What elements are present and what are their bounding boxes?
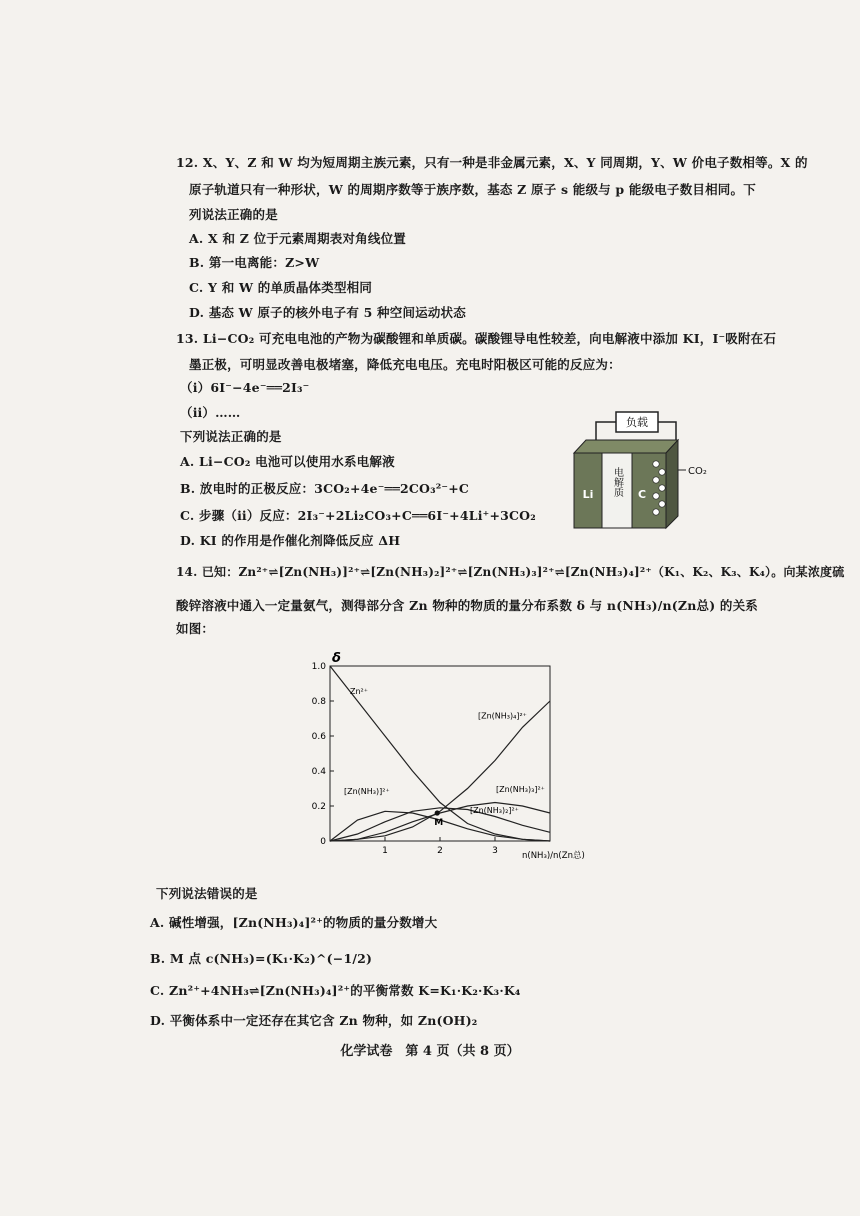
q13-step2: （ⅱ）…… xyxy=(180,405,241,420)
x-tick-label: 1 xyxy=(382,846,388,856)
y-axis-label: δ xyxy=(332,651,341,666)
q12-option-b: B. 第一电离能：Z>W xyxy=(189,255,320,270)
series-annotation-1: [Zn(NH₃)₄]²⁺ xyxy=(478,711,527,721)
q12-option-a: A. X 和 Z 位于元素周期表对角线位置 xyxy=(189,231,406,246)
q13-line1: 13. Li−CO₂ 可充电电池的产物为碳酸锂和单质碳。碳酸锂导电性较差，向电解液中添加 KI，I⁻吸附在石 xyxy=(176,331,777,346)
q14-option-a: A. 碱性增强，[Zn(NH₃)₄]²⁺的物质的量分数增大 xyxy=(150,915,438,930)
y-tick-label: 0.2 xyxy=(311,802,326,812)
li-co2-battery-diagram xyxy=(566,408,716,533)
series-annotation-3: [Zn(NH₃)₃]²⁺ xyxy=(496,785,545,794)
series-annotation-4: [Zn(NH₃)₂]²⁺ xyxy=(470,806,519,815)
q12-line2: 原子轨道只有一种形状，W 的周期序数等于族序数，基态 Z 原子 s 能级与 p 能级电子数目相同。下 xyxy=(189,182,756,197)
q14-line1: 14. 已知：Zn²⁺⇌[Zn(NH₃)]²⁺⇌[Zn(NH₃)₂]²⁺⇌[Zn(NH₃)₃]²⁺⇌[Zn(NH₃)₄]²⁺（K₁、K₂、K₃、K₄）。向某浓度硫 xyxy=(176,565,845,579)
load-label: 负载 xyxy=(626,416,648,429)
c-label: C xyxy=(637,488,647,501)
q13-step1: （ⅰ）6I⁻−4e⁻══2I₃⁻ xyxy=(180,380,310,395)
series-annotation-0: Zn²⁺ xyxy=(350,687,368,696)
q14-option-d: D. 平衡体系中一定还存在其它含 Zn 物种，如 Zn(OH)₂ xyxy=(150,1013,478,1028)
q12-option-c: C. Y 和 W 的单质晶体类型相同 xyxy=(189,280,373,295)
q12-option-d: D. 基态 W 原子的核外电子有 5 种空间运动状态 xyxy=(189,305,466,320)
point-m xyxy=(435,810,440,815)
electrolyte-label: 电解质 xyxy=(611,467,623,497)
q12-line1: 12. X、Y、Z 和 W 均为短周期主族元素，只有一种是非金属元素，X、Y 同周期，Y、W 价电子数相等。X 的 xyxy=(176,155,808,170)
q14-option-b: B. M 点 c(NH₃)=(K₁·K₂)^(−1/2) xyxy=(150,951,373,966)
q14-prompt: 下列说法错误的是 xyxy=(156,886,258,901)
x-tick-label: 2 xyxy=(437,846,443,856)
y-tick-label: 0.8 xyxy=(311,697,326,707)
y-tick-label: 1.0 xyxy=(311,662,326,672)
y-tick-label: 0 xyxy=(320,837,326,847)
q14-line2: 酸锌溶液中通入一定量氨气，测得部分含 Zn 物种的物质的量分布系数 δ 与 n(NH₃)/n(Zn总) 的关系 xyxy=(176,598,758,613)
series-annotation-2: [Zn(NH₃)]²⁺ xyxy=(344,786,390,796)
q14-option-c: C. Zn²⁺+4NH₃⇌[Zn(NH₃)₄]²⁺的平衡常数 K=K₁·K₂·K₃·K₄ xyxy=(150,983,521,998)
distribution-chart xyxy=(300,646,600,871)
y-tick-label: 0.6 xyxy=(311,732,326,742)
li-label: Li xyxy=(582,488,594,501)
page-footer: 化学试卷 第 4 页（共 8 页） xyxy=(340,1044,520,1059)
q14-line3: 如图： xyxy=(176,621,215,636)
x-tick-label: 3 xyxy=(492,846,498,856)
q13-option-d: D. KI 的作用是作催化剂降低反应 ΔH xyxy=(180,533,401,548)
q13-prompt: 下列说法正确的是 xyxy=(180,429,282,444)
q12-line3: 列说法正确的是 xyxy=(189,207,278,222)
q13-option-c: C. 步骤（ⅱ）反应：2I₃⁻+2Li₂CO₃+C══6I⁻+4Li⁺+3CO₂ xyxy=(180,508,536,523)
x-axis-label: n(NH₃)/n(Zn总) xyxy=(522,851,585,861)
q13-option-a: A. Li−CO₂ 电池可以使用水系电解液 xyxy=(180,454,395,469)
y-tick-label: 0.4 xyxy=(311,767,326,777)
co2-label: CO₂ xyxy=(688,466,707,477)
point-m-label: M xyxy=(434,818,444,828)
q13-option-b: B. 放电时的正极反应：3CO₂+4e⁻══2CO₃²⁻+C xyxy=(180,481,470,496)
q13-line2: 墨正极，可明显改善电极堵塞，降低充电电压。充电时阳极区可能的反应为： xyxy=(189,357,621,372)
